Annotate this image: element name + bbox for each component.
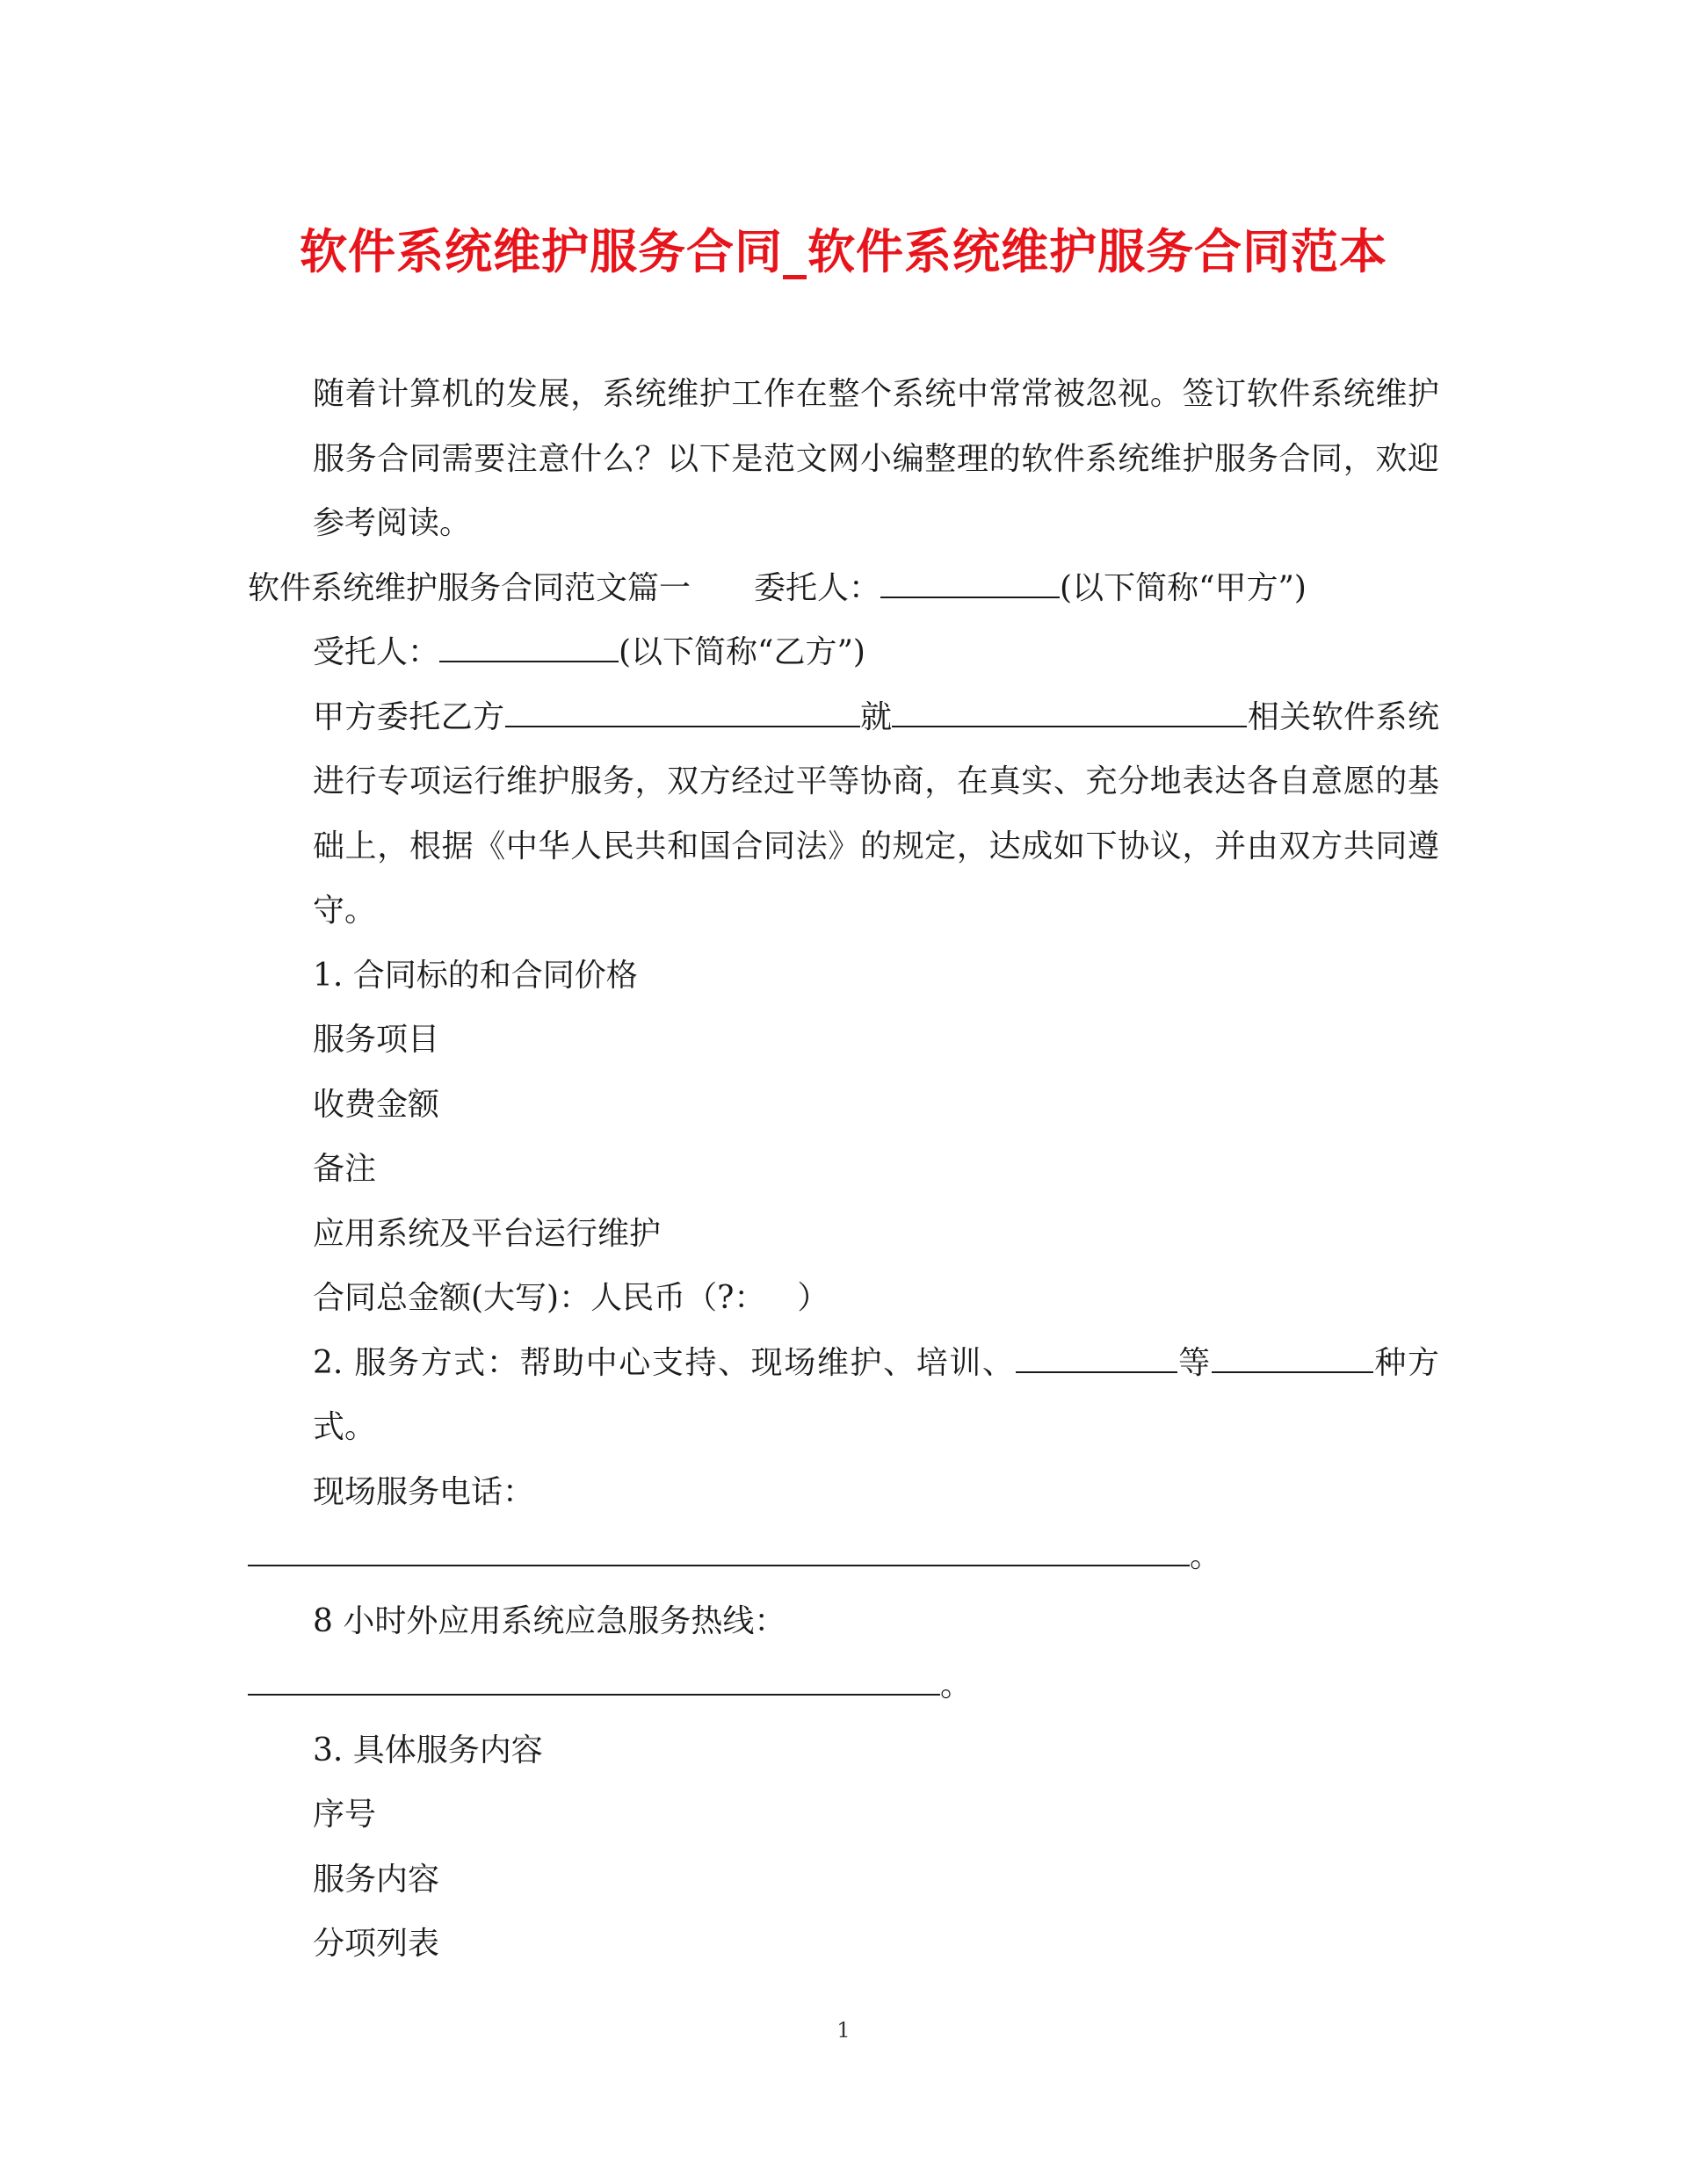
- contractor-label: 受托人：: [313, 634, 440, 670]
- service-mode-paragraph: [248, 1331, 1439, 1460]
- total-amount-label: 合同总金额(大写)：人民币（?：: [313, 1280, 766, 1316]
- hotline-period: 。: [940, 1667, 973, 1703]
- onsite-phone-period: 。: [1190, 1538, 1222, 1574]
- client-suffix: (以下简称“甲方”): [1060, 569, 1307, 606]
- section3-item: 分项列表: [313, 1926, 440, 1962]
- client-name-blank: [880, 572, 1060, 598]
- service-mode-blank-2: [1212, 1347, 1373, 1373]
- section1-item: 收费金额: [313, 1086, 440, 1123]
- section3-item: 服务内容: [313, 1861, 440, 1898]
- contractor-line: [248, 620, 1439, 685]
- onsite-phone-label: 现场服务电话：: [313, 1473, 535, 1510]
- article-name: 软件系统维护服务合同范文篇一: [248, 569, 691, 606]
- entrust-paragraph: [248, 685, 1439, 944]
- service-mode-part1: 2. 服务方式：帮助中心支持、现场维护、培训、: [313, 1344, 1016, 1381]
- section3-item: 序号: [313, 1797, 377, 1833]
- hotline-label: 8 小时外应用系统应急服务热线：: [313, 1602, 786, 1639]
- onsite-phone-blank: [248, 1540, 1190, 1566]
- service-mode-blank-1: [1016, 1347, 1177, 1373]
- contractor-name-blank: [439, 636, 619, 662]
- section3-heading: 3. 具体服务内容: [313, 1732, 543, 1768]
- total-amount-close: ）: [797, 1280, 829, 1316]
- client-label: 委托人：: [754, 569, 881, 606]
- client-line: [248, 556, 1439, 621]
- section1-item: 备注: [313, 1151, 377, 1187]
- document-body: [248, 362, 1439, 1977]
- page-number: 1: [836, 2018, 851, 2043]
- document-title: 软件系统维护服务合同_软件系统维护服务合同范本: [300, 224, 1387, 279]
- section1-item: 服务项目: [313, 1022, 440, 1058]
- section1-heading: 1. 合同标的和合同价格: [313, 957, 638, 994]
- section1-item: 应用系统及平台运行维护: [313, 1215, 662, 1252]
- entrust-part2: 就: [859, 698, 893, 735]
- onsite-phone-line: [248, 1524, 1439, 1589]
- entrust-blank-1: [505, 701, 860, 727]
- hotline-line: [248, 1653, 1439, 1718]
- hotline-blank: [248, 1669, 940, 1696]
- contractor-suffix: (以下简称“乙方”): [619, 634, 865, 670]
- entrust-blank-2: [892, 701, 1247, 727]
- entrust-part3: 相关软件系统进行专项运行维护服务，双方经过平等协商，在真实、充分地表达各自意愿的基础上，根据《中华人民共和国合同法》的规定，达成如下协议，并由双方共同遵守。: [313, 698, 1439, 929]
- service-mode-part2: 等: [1177, 1344, 1212, 1381]
- service-mode-part3: 种方式。: [313, 1344, 1439, 1445]
- entrust-part1: 甲方委托乙方: [313, 698, 505, 735]
- intro-paragraph: 随着计算机的发展，系统维护工作在整个系统中常常被忽视。签订软件系统维护服务合同需要注意什么？以下是范文网小编整理的软件系统维护服务合同，欢迎参考阅读。: [313, 376, 1439, 541]
- total-amount-line: [248, 1266, 1439, 1331]
